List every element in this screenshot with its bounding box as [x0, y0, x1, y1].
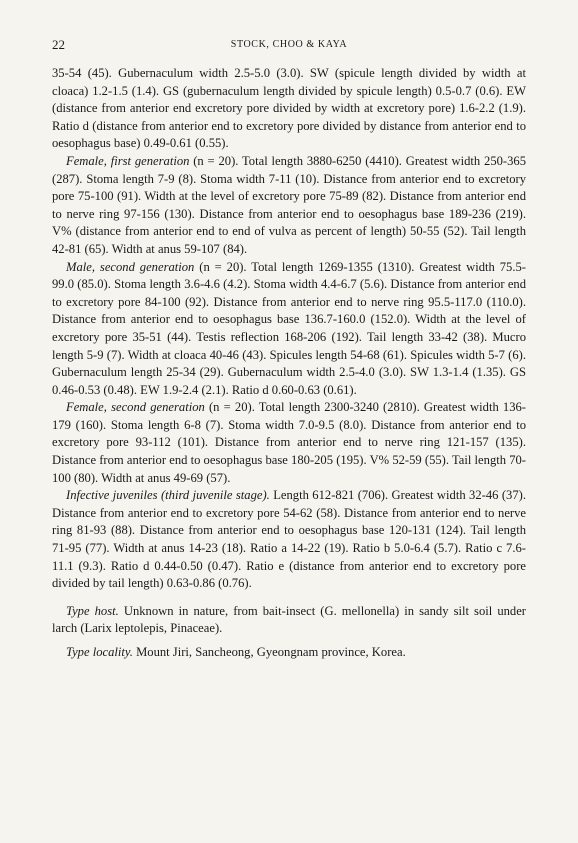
paragraph-type-locality — [52, 644, 526, 662]
page-number: 22 — [52, 37, 65, 52]
paragraph-text: (n = 20). Total length 2300-3240 (2810). Greatest width 136-179 (160). Stoma length 6-8 (7). Stoma width 7.0-9.5 (8.0). Distance from anterior end to excretory pore 93-112 (101). Distance from anterior end to nerve ring 121-157 (135). Distance from anterior end to oesophagus base 180-205 (195). V% 52-59 (55). Tail length 70-100 (80). Width at anus 49-69 (57). — [52, 400, 526, 485]
paragraph-label: Type locality. — [66, 645, 133, 659]
paragraph-text: Mount Jiri, Sancheong, Gyeongnam province, Korea. — [132, 645, 406, 659]
paragraph-text: 35-54 (45). Gubernaculum width 2.5-5.0 (3.0). SW (spicule length divided by width at cloaca) 1.2-1.5 (1.4). GS (gubernaculum length divided by spicule length) 0.5-0.7 (0.6). EW (distance from anterior end excretory pore divided by width at excretory pore) 1.6-2.2 (1.9). Ratio d (distance from anterior end to excretory pore divided by distance from anterior end to oesophagus base) 0.49-0.61 (0.55). — [52, 66, 526, 151]
running-head: STOCK, CHOO & KAYA — [230, 39, 348, 50]
paragraph-male-first-generation-continued — [52, 65, 526, 153]
paragraph-male-second-generation — [52, 259, 526, 400]
paragraph-text: Unknown in nature, from bait-insect (G. mellonella) in sandy silt soil under larch (Larix leptolepis, Pinaceae). — [52, 603, 527, 636]
paragraph-type-host — [52, 603, 526, 638]
paragraph-text: (n = 20). Total length 1269-1355 (1310). Greatest width 75.5-99.0 (85.0). Stoma length 3.6-4.6 (4.2). Stoma width 4.4-6.7 (5.6). Distance from anterior end to excretory pore 84-100 (92). Distance from anterior end to nerve ring 95.5-117.0 (110.0). Distance from anterior end to oesophagus base 136.7-160.0 (152.0). Width at the level of excretory pore 35-51 (44). Testis reflection 168-206 (192). Tail length 33-42 (38). Mucro length 5-9 (7). Width at cloaca 40-46 (43). Spicules length 54-68 (61). Spicules width 5-7 (6). Gubernaculum length 25-34 (29). Gubernaculum width 2.5-4.0 (3.0). SW 1.3-1.4 (1.35). GS 0.46-0.53 (0.48). EW 1.9-2.4 (2.1). Ratio d 0.60-0.63 (0.61). — [52, 259, 526, 397]
paragraph-label: Infective juveniles (third juvenile stage). — [66, 488, 270, 503]
paragraph-female-second-generation — [52, 399, 526, 487]
paragraph-label: Type host. — [66, 603, 119, 618]
paragraph-female-first-generation — [52, 153, 526, 259]
paragraph-text: Length 612-821 (706). Greatest width 32-46 (37). Distance from anterior end to excretory pore 54-62 (58). Distance from anterior end to nerve ring 81-93 (88). Distance from anterior end to oesophagus base 120-131 (124). Tail length 71-95 (77). Width at anus 14-23 (18). Ratio a 14-22 (19). Ratio b 5.0-6.4 (5.7). Ratio c 7.6-11.1 (9.3). Ratio d 0.44-0.50 (0.47). Ratio e (distance from anterior end to excretory pore divided by tail length) 0.63-0.86 (0.76). — [52, 488, 526, 591]
body-text — [52, 65, 526, 662]
paragraph-infective-juveniles — [52, 487, 526, 593]
page-header — [52, 37, 526, 53]
paragraph-label: Male, second generation — [66, 259, 195, 274]
paragraph-label: Female, first generation — [66, 153, 190, 168]
paragraph-label: Female, second generation — [66, 400, 205, 415]
paragraph-text: (n = 20). Total length 3880-6250 (4410). Greatest width 250-365 (287). Stoma length 7-9 (8). Stoma width 7-11 (10). Distance from anterior end to excretory pore 75-100 (91). Width at the level of excretory pore 75-89 (82). Distance from anterior end to nerve ring 97-156 (130). Distance from anterior end to oesophagus base 189-236 (219). V% (distance from anterior end to end of vulva as percent of length) 50-55 (52). Tail length 42-81 (65). Width at anus 59-107 (84). — [52, 153, 526, 256]
